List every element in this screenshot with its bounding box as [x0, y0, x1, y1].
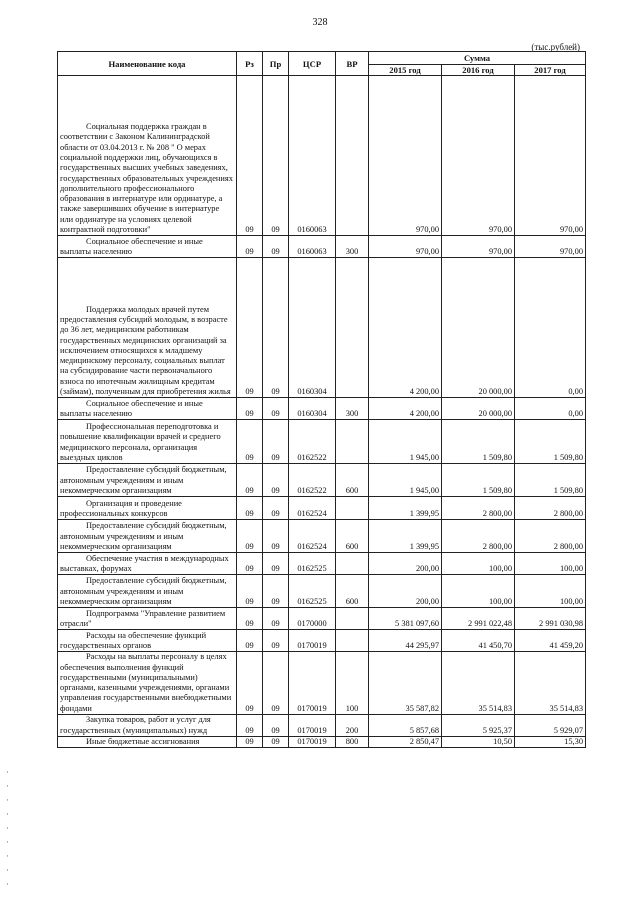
cell-name [58, 553, 237, 575]
cell-vr: 800 [336, 737, 369, 748]
table-row [58, 420, 586, 464]
cell-2015: 1 945,00 [369, 464, 442, 497]
row-name-text: Социальное обеспечение и иные выплаты населению [60, 398, 203, 418]
cell-pr: 09 [263, 497, 289, 520]
cell-2016: 5 925,37 [442, 715, 515, 737]
cell-2016: 100,00 [442, 575, 515, 608]
cell-2017: 2 800,00 [515, 497, 586, 520]
cell-rz: 09 [237, 737, 263, 748]
cell-pr: 09 [263, 258, 289, 398]
cell-vr: 600 [336, 520, 369, 553]
cell-2016: 1 509,80 [442, 420, 515, 464]
cell-2017: 970,00 [515, 76, 586, 236]
cell-csr: 0160304 [289, 398, 336, 420]
cell-vr [336, 76, 369, 236]
cell-csr: 0162524 [289, 520, 336, 553]
cell-2015: 35 587,82 [369, 652, 442, 715]
row-name-text: Организация и проведение профессиональных конкурсов [60, 498, 182, 518]
cell-2015: 1 399,95 [369, 520, 442, 553]
cell-name [58, 236, 237, 258]
cell-2017: 35 514,83 [515, 652, 586, 715]
cell-2015: 1 945,00 [369, 420, 442, 464]
cell-rz: 09 [237, 553, 263, 575]
header-name: Наименование кода [58, 52, 237, 76]
table-row [58, 652, 586, 715]
header-vr: ВР [336, 52, 369, 76]
margin-marks: · · · · · · · · · [6, 767, 9, 889]
cell-name [58, 497, 237, 520]
cell-2016: 970,00 [442, 236, 515, 258]
cell-rz: 09 [237, 715, 263, 737]
row-name-text: Социальная поддержка граждан в соответствии с Законом Калининградской области от 03.04.2013 г. № 208 " О мерах социальной поддержки лиц, обучающихся в государственных высших учебных заведениях, государственных образовательных учреждениях дополнительного профессионального образования в интернатуре или ординатуре, а также завершивших обучение в интернатуре или ординатуре на условиях целевой контрактной подготовки" [60, 122, 233, 234]
header-2015: 2015 год [369, 65, 442, 76]
row-name-text: Предоставление субсидий бюджетным, автономным учреждениям и иным некоммерческим организациям [60, 465, 227, 495]
cell-2017: 100,00 [515, 553, 586, 575]
cell-vr: 600 [336, 464, 369, 497]
row-name-text: Профессиональная переподготовка и повышение квалификации врачей и среднего медицинского персонала, организация выездных циклов [60, 422, 221, 462]
cell-name [58, 575, 237, 608]
cell-pr: 09 [263, 553, 289, 575]
table-row [58, 520, 586, 553]
row-name-text: Обеспечение участия в международных выставках, форумах [60, 553, 229, 573]
cell-pr: 09 [263, 630, 289, 652]
cell-2016: 41 450,70 [442, 630, 515, 652]
cell-2015: 200,00 [369, 575, 442, 608]
cell-vr [336, 420, 369, 464]
cell-vr [336, 553, 369, 575]
cell-csr: 0170019 [289, 630, 336, 652]
row-name-text: Иные бюджетные ассигнования [86, 737, 200, 747]
cell-vr: 200 [336, 715, 369, 737]
row-name-text: Поддержка молодых врачей путем предоставления субсидий молодым, в возрасте до 36 лет, медицинским работникам государственных медицинских организаций за исключением относящихся к младшему медицинскому персоналу, социальных выплат на субсидирование части первоначального взноса по ипотечным жилищным кредитам (займам), полученным для приобретения жилья [60, 304, 231, 396]
table-row [58, 553, 586, 575]
row-name-text: Расходы на выплаты персоналу в целях обеспечения выполнения функций государственными (муниципальными) органами, казенными учреждениями, органами управления государственными внебюджетными фондами [60, 652, 232, 713]
cell-name [58, 630, 237, 652]
cell-pr: 09 [263, 420, 289, 464]
cell-2017: 41 459,20 [515, 630, 586, 652]
cell-2015: 4 200,00 [369, 398, 442, 420]
cell-pr: 09 [263, 737, 289, 748]
cell-vr [336, 497, 369, 520]
cell-pr: 09 [263, 715, 289, 737]
cell-name [58, 608, 237, 630]
cell-pr: 09 [263, 464, 289, 497]
header-2017: 2017 год [515, 65, 586, 76]
cell-pr: 09 [263, 608, 289, 630]
cell-name [58, 652, 237, 715]
cell-csr: 0160063 [289, 76, 336, 236]
cell-pr: 09 [263, 652, 289, 715]
table-row [58, 737, 586, 748]
cell-rz: 09 [237, 520, 263, 553]
table-body [58, 76, 586, 748]
cell-rz: 09 [237, 464, 263, 497]
cell-pr: 09 [263, 520, 289, 553]
row-name-text: Подпрограмма "Управление развитием отрасли" [60, 608, 226, 628]
cell-2016: 970,00 [442, 76, 515, 236]
table-row [58, 236, 586, 258]
cell-csr: 0170019 [289, 715, 336, 737]
cell-vr: 600 [336, 575, 369, 608]
cell-name [58, 715, 237, 737]
cell-rz: 09 [237, 76, 263, 236]
page-number: 328 [312, 17, 328, 28]
cell-pr: 09 [263, 575, 289, 608]
cell-2015: 1 399,95 [369, 497, 442, 520]
row-name-text: Закупка товаров, работ и услуг для государственных (муниципальных) нужд [60, 715, 211, 735]
cell-2016: 35 514,83 [442, 652, 515, 715]
cell-rz: 09 [237, 630, 263, 652]
cell-name [58, 258, 237, 398]
cell-vr [336, 630, 369, 652]
cell-csr: 0162522 [289, 420, 336, 464]
cell-2017: 0,00 [515, 258, 586, 398]
cell-vr: 300 [336, 398, 369, 420]
cell-2015: 44 295,97 [369, 630, 442, 652]
cell-rz: 09 [237, 652, 263, 715]
cell-2016: 2 800,00 [442, 520, 515, 553]
table-row [58, 497, 586, 520]
cell-2016: 20 000,00 [442, 258, 515, 398]
cell-2015: 5 857,68 [369, 715, 442, 737]
cell-name [58, 520, 237, 553]
cell-2015: 970,00 [369, 76, 442, 236]
cell-2015: 2 850,47 [369, 737, 442, 748]
cell-csr: 0170000 [289, 608, 336, 630]
cell-csr: 0162525 [289, 553, 336, 575]
cell-rz: 09 [237, 575, 263, 608]
cell-2017: 15,30 [515, 737, 586, 748]
row-name-text: Предоставление субсидий бюджетным, автономным учреждениям и иным некоммерческим организациям [60, 521, 227, 551]
table-row [58, 715, 586, 737]
header-sum: Сумма [369, 52, 586, 65]
cell-2017: 100,00 [515, 575, 586, 608]
header-2016: 2016 год [442, 65, 515, 76]
table-row [58, 76, 586, 236]
cell-csr: 0162524 [289, 497, 336, 520]
table-row [58, 630, 586, 652]
cell-name [58, 464, 237, 497]
cell-2017: 1 509,80 [515, 464, 586, 497]
cell-pr: 09 [263, 398, 289, 420]
cell-csr: 0160063 [289, 236, 336, 258]
table-row [58, 258, 586, 398]
cell-2015: 200,00 [369, 553, 442, 575]
cell-pr: 09 [263, 76, 289, 236]
cell-rz: 09 [237, 258, 263, 398]
cell-2015: 5 381 097,60 [369, 608, 442, 630]
cell-name [58, 737, 237, 748]
cell-name [58, 420, 237, 464]
cell-csr: 0170019 [289, 737, 336, 748]
cell-rz: 09 [237, 497, 263, 520]
table-row [58, 575, 586, 608]
cell-csr: 0170019 [289, 652, 336, 715]
units-label: (тыс.рублей) [531, 42, 580, 52]
cell-rz: 09 [237, 236, 263, 258]
cell-rz: 09 [237, 398, 263, 420]
cell-csr: 0160304 [289, 258, 336, 398]
cell-rz: 09 [237, 608, 263, 630]
cell-2016: 100,00 [442, 553, 515, 575]
cell-2016: 2 991 022,48 [442, 608, 515, 630]
cell-2017: 0,00 [515, 398, 586, 420]
cell-2015: 970,00 [369, 236, 442, 258]
cell-2016: 10,50 [442, 737, 515, 748]
table-row [58, 608, 586, 630]
row-name-text: Расходы на обеспечение функций государственных органов [60, 630, 207, 650]
cell-vr [336, 258, 369, 398]
cell-2016: 2 800,00 [442, 497, 515, 520]
cell-2015: 4 200,00 [369, 258, 442, 398]
header-rz: Рз [237, 52, 263, 76]
cell-2017: 2 991 030,98 [515, 608, 586, 630]
cell-2017: 2 800,00 [515, 520, 586, 553]
cell-2017: 5 929,07 [515, 715, 586, 737]
header-pr: Пр [263, 52, 289, 76]
header-csr: ЦСР [289, 52, 336, 76]
cell-name [58, 398, 237, 420]
table-row [58, 464, 586, 497]
table-row [58, 398, 586, 420]
cell-2017: 1 509,80 [515, 420, 586, 464]
cell-csr: 0162525 [289, 575, 336, 608]
cell-2016: 20 000,00 [442, 398, 515, 420]
row-name-text: Предоставление субсидий бюджетным, автономным учреждениям и иным некоммерческим организациям [60, 576, 227, 606]
row-name-text: Социальное обеспечение и иные выплаты населению [60, 236, 203, 256]
cell-rz: 09 [237, 420, 263, 464]
cell-vr [336, 608, 369, 630]
cell-pr: 09 [263, 236, 289, 258]
cell-vr: 100 [336, 652, 369, 715]
budget-table [57, 51, 586, 748]
cell-name [58, 76, 237, 236]
cell-csr: 0162522 [289, 464, 336, 497]
cell-2017: 970,00 [515, 236, 586, 258]
cell-2016: 1 509,80 [442, 464, 515, 497]
cell-vr: 300 [336, 236, 369, 258]
